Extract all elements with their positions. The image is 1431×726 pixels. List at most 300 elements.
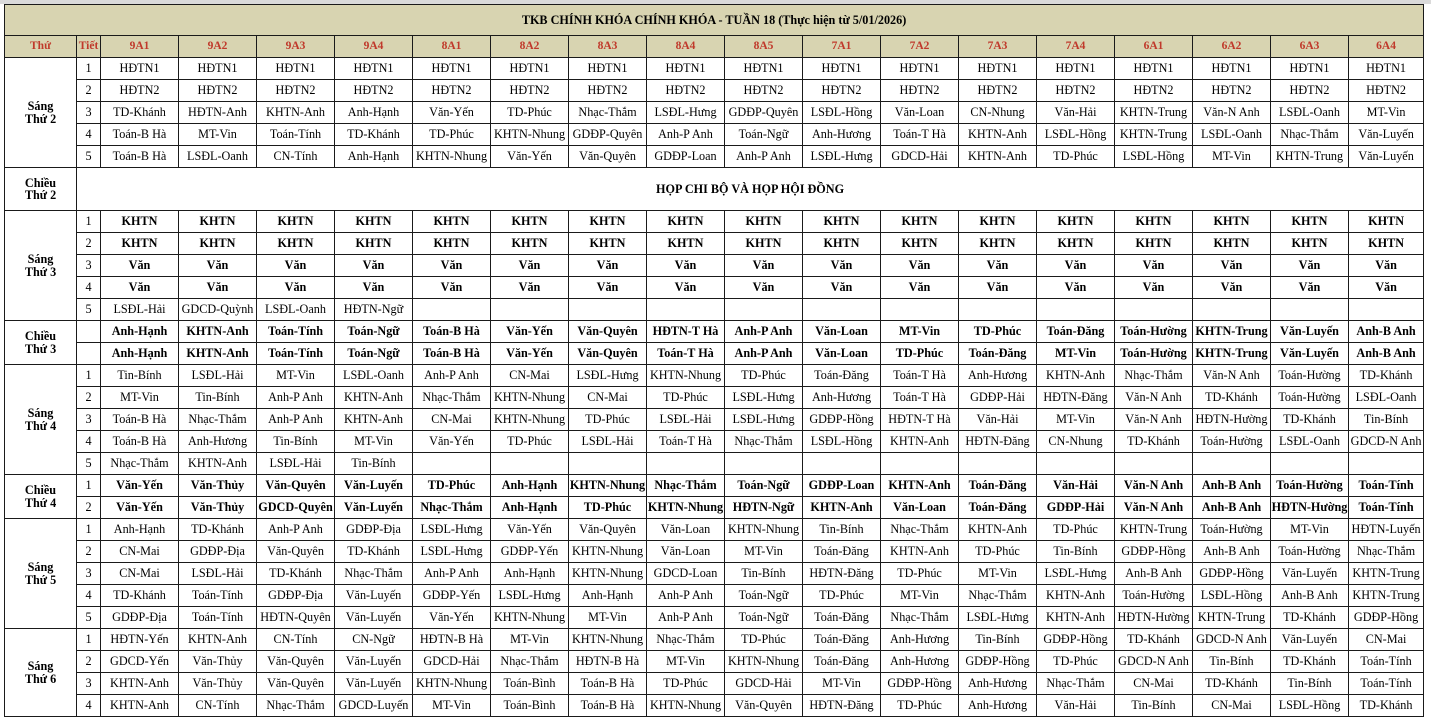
lesson-cell: Nhạc-Thắm — [881, 607, 959, 629]
lesson-cell: KHTN-Trung — [1193, 321, 1271, 343]
lesson-cell: Văn — [257, 255, 335, 277]
lesson-cell: Văn-Thủy — [179, 475, 257, 497]
lesson-cell: Toán-Hường — [1193, 431, 1271, 453]
lesson-cell: HĐTN-Hường — [1193, 409, 1271, 431]
lesson-cell: MT-Vin — [257, 365, 335, 387]
period-number: 4 — [77, 585, 101, 607]
lesson-cell: Nhạc-Thắm — [179, 409, 257, 431]
lesson-cell — [491, 299, 569, 321]
timetable-row — [5, 387, 1424, 409]
lesson-cell: TD-Phúc — [881, 563, 959, 585]
lesson-cell: HĐTN1 — [1349, 58, 1424, 80]
lesson-cell: Văn — [491, 277, 569, 299]
lesson-cell: HĐTN1 — [647, 58, 725, 80]
lesson-cell: Văn — [647, 277, 725, 299]
lesson-cell: TD-Phúc — [959, 541, 1037, 563]
lesson-cell: Văn — [803, 277, 881, 299]
lesson-cell: Văn-Luyến — [1349, 146, 1424, 168]
lesson-cell: KHTN — [569, 211, 647, 233]
meeting-note: HỌP CHI BỘ VÀ HỌP HỘI ĐỒNG — [77, 168, 1424, 211]
lesson-cell: KHTN-Nhung — [491, 607, 569, 629]
lesson-cell: KHTN — [881, 233, 959, 255]
lesson-cell: Anh-P Anh — [725, 321, 803, 343]
timetable-row — [5, 475, 1424, 497]
lesson-cell: Anh-B Anh — [1349, 321, 1424, 343]
lesson-cell: MT-Vin — [491, 629, 569, 651]
lesson-cell — [569, 453, 647, 475]
header-class-8a1: 8A1 — [413, 36, 491, 58]
lesson-cell: Văn-Quyên — [257, 541, 335, 563]
lesson-cell: GDCD-Quyên — [257, 497, 335, 519]
period-number: 3 — [77, 673, 101, 695]
lesson-cell: GDĐP-Hồng — [803, 409, 881, 431]
lesson-cell: Toán-T Hà — [881, 124, 959, 146]
lesson-cell: Toán-T Hà — [881, 365, 959, 387]
lesson-cell: TD-Khánh — [1115, 629, 1193, 651]
lesson-cell: Anh-Hạnh — [491, 563, 569, 585]
lesson-cell: KHTN — [257, 233, 335, 255]
lesson-cell: KHTN-Nhung — [569, 541, 647, 563]
lesson-cell: Văn — [1349, 277, 1424, 299]
lesson-cell: TD-Khánh — [1271, 651, 1349, 673]
period-number: 4 — [77, 124, 101, 146]
lesson-cell: Văn-Quyên — [569, 519, 647, 541]
timetable-row — [5, 497, 1424, 519]
lesson-cell: GDĐP-Quyên — [725, 102, 803, 124]
lesson-cell: LSĐL-Oanh — [1271, 431, 1349, 453]
lesson-cell: CN-Tính — [257, 146, 335, 168]
lesson-cell: GDĐP-Hồng — [1349, 607, 1424, 629]
lesson-cell: KHTN-Anh — [881, 431, 959, 453]
lesson-cell: Toán-Tính — [257, 321, 335, 343]
lesson-cell: KHTN-Nhung — [647, 497, 725, 519]
lesson-cell: Văn-Loan — [803, 343, 881, 365]
lesson-cell: TD-Khánh — [335, 124, 413, 146]
lesson-cell: Toán-B Hà — [569, 673, 647, 695]
lesson-cell: GDCD-N Anh — [1349, 431, 1424, 453]
period-number: 5 — [77, 453, 101, 475]
lesson-cell: HĐTN2 — [101, 80, 179, 102]
lesson-cell: HĐTN-Đăng — [803, 563, 881, 585]
lesson-cell: Văn — [959, 277, 1037, 299]
lesson-cell: TD-Khánh — [257, 563, 335, 585]
lesson-cell: Toán-Đăng — [803, 541, 881, 563]
lesson-cell: KHTN — [1271, 233, 1349, 255]
period-number: 5 — [77, 607, 101, 629]
lesson-cell: Văn-Luyến — [335, 585, 413, 607]
lesson-cell: TD-Khánh — [1271, 409, 1349, 431]
lesson-cell: Văn-N Anh — [1115, 475, 1193, 497]
lesson-cell — [959, 453, 1037, 475]
lesson-cell: Văn-N Anh — [1115, 409, 1193, 431]
lesson-cell: Toán-Tính — [1349, 497, 1424, 519]
lesson-cell: Toán-Bình — [491, 673, 569, 695]
lesson-cell: Toán-Đăng — [959, 497, 1037, 519]
lesson-cell: Nhạc-Thắm — [1349, 541, 1424, 563]
header-class-9a4: 9A4 — [335, 36, 413, 58]
lesson-cell: TD-Phúc — [413, 124, 491, 146]
lesson-cell: Toán-Tính — [1349, 651, 1424, 673]
lesson-cell: HĐTN-Quyên — [257, 607, 335, 629]
lesson-cell: HĐTN2 — [335, 80, 413, 102]
lesson-cell: GDĐP-Loan — [647, 146, 725, 168]
lesson-cell: TD-Phúc — [725, 365, 803, 387]
lesson-cell: CN-Mai — [1115, 673, 1193, 695]
lesson-cell: KHTN — [491, 233, 569, 255]
day-label — [5, 519, 77, 629]
timetable-row — [5, 651, 1424, 673]
lesson-cell: MT-Vin — [647, 651, 725, 673]
lesson-cell: Văn — [1115, 277, 1193, 299]
day-label-line: Sáng — [27, 99, 54, 114]
lesson-cell: Tin-Bính — [101, 365, 179, 387]
lesson-cell: HĐTN2 — [881, 80, 959, 102]
lesson-cell — [803, 299, 881, 321]
lesson-cell: HĐTN1 — [1271, 58, 1349, 80]
lesson-cell — [569, 299, 647, 321]
lesson-cell: Văn-Quyên — [257, 475, 335, 497]
lesson-cell: Văn — [491, 255, 569, 277]
lesson-cell: GDĐP-Yến — [413, 585, 491, 607]
lesson-cell: HĐTN1 — [803, 58, 881, 80]
timetable-row — [5, 58, 1424, 80]
lesson-cell: Toán-Tính — [1349, 475, 1424, 497]
lesson-cell: LSĐL-Oanh — [335, 365, 413, 387]
lesson-cell: MT-Vin — [1271, 519, 1349, 541]
lesson-cell: Văn — [1271, 277, 1349, 299]
lesson-cell: LSĐL-Hưng — [647, 102, 725, 124]
lesson-cell: Văn-Quyên — [569, 321, 647, 343]
lesson-cell: Toán-Hường — [1115, 343, 1193, 365]
period-number: 2 — [77, 233, 101, 255]
lesson-cell: KHTN-Anh — [179, 321, 257, 343]
lesson-cell: KHTN — [1193, 233, 1271, 255]
lesson-cell: LSĐL-Hải — [569, 431, 647, 453]
lesson-cell — [725, 299, 803, 321]
lesson-cell: Nhạc-Thắm — [647, 629, 725, 651]
lesson-cell: Toán-Bình — [491, 695, 569, 717]
lesson-cell: Văn-Thủy — [179, 497, 257, 519]
lesson-cell: GDCD-Quỳnh — [179, 299, 257, 321]
lesson-cell — [803, 453, 881, 475]
timetable-row — [5, 673, 1424, 695]
lesson-cell: Văn — [1115, 255, 1193, 277]
header-class-9a1: 9A1 — [101, 36, 179, 58]
header-day: Thứ — [5, 36, 77, 58]
sheet-title: TKB CHÍNH KHÓA CHÍNH KHÓA - TUẦN 18 (Thực hiện từ 5/01/2026) — [5, 5, 1424, 36]
timetable-row — [5, 277, 1424, 299]
timetable-row — [5, 299, 1424, 321]
header-class-8a3: 8A3 — [569, 36, 647, 58]
lesson-cell: Anh-Hạnh — [491, 497, 569, 519]
lesson-cell: TD-Phúc — [725, 629, 803, 651]
lesson-cell: KHTN — [647, 233, 725, 255]
timetable-row — [5, 102, 1424, 124]
lesson-cell: Toán-Ngữ — [335, 343, 413, 365]
lesson-cell: Toán-Đăng — [959, 343, 1037, 365]
period-number: 1 — [77, 475, 101, 497]
lesson-cell: HĐTN1 — [179, 58, 257, 80]
timetable-row — [5, 453, 1424, 475]
lesson-cell: Văn — [569, 277, 647, 299]
day-label-line: Thứ 6 — [24, 671, 57, 686]
lesson-cell: Văn-Hải — [1037, 695, 1115, 717]
lesson-cell: TD-Phúc — [881, 343, 959, 365]
lesson-cell: KHTN-Trung — [1349, 563, 1424, 585]
lesson-cell: HĐTN2 — [1037, 80, 1115, 102]
lesson-cell: MT-Vin — [725, 541, 803, 563]
lesson-cell: Văn — [413, 255, 491, 277]
lesson-cell: MT-Vin — [1037, 409, 1115, 431]
header-class-8a2: 8A2 — [491, 36, 569, 58]
lesson-cell: CN-Mai — [101, 563, 179, 585]
lesson-cell: GDĐP-Yến — [491, 541, 569, 563]
timetable-row — [5, 629, 1424, 651]
lesson-cell: GDCD-Hải — [725, 673, 803, 695]
lesson-cell: Anh-Hương — [179, 431, 257, 453]
lesson-cell: KHTN — [881, 211, 959, 233]
lesson-cell: LSĐL-Hưng — [491, 585, 569, 607]
timetable-row — [5, 168, 1424, 211]
lesson-cell: Toán-T Hà — [647, 343, 725, 365]
lesson-cell: HĐTN2 — [491, 80, 569, 102]
timetable — [4, 4, 1424, 717]
lesson-cell — [647, 453, 725, 475]
lesson-cell: HĐTN2 — [725, 80, 803, 102]
lesson-cell: Nhạc-Thắm — [335, 563, 413, 585]
lesson-cell: Tin-Bính — [959, 629, 1037, 651]
lesson-cell: TD-Phúc — [803, 585, 881, 607]
lesson-cell: HĐTN-T Hà — [647, 321, 725, 343]
lesson-cell: TD-Khánh — [101, 102, 179, 124]
lesson-cell: Văn-Yến — [101, 497, 179, 519]
timetable-row — [5, 233, 1424, 255]
lesson-cell: HĐTN-Đăng — [959, 431, 1037, 453]
lesson-cell: Anh-Hương — [959, 365, 1037, 387]
period-number: 2 — [77, 387, 101, 409]
lesson-cell: Anh-Hương — [881, 629, 959, 651]
lesson-cell: KHTN-Trung — [1115, 124, 1193, 146]
lesson-cell: GDĐP-Quyên — [569, 124, 647, 146]
timetable-row — [5, 519, 1424, 541]
lesson-cell: KHTN-Nhung — [647, 695, 725, 717]
lesson-cell: MT-Vin — [881, 585, 959, 607]
lesson-cell: Toán-Hường — [1115, 585, 1193, 607]
day-label-line: Sáng — [27, 659, 54, 674]
lesson-cell: TD-Khánh — [335, 541, 413, 563]
period-number: 3 — [77, 255, 101, 277]
lesson-cell: KHTN-Trung — [1193, 343, 1271, 365]
lesson-cell: KHTN — [1115, 211, 1193, 233]
header-class-7a1: 7A1 — [803, 36, 881, 58]
day-label — [5, 365, 77, 475]
lesson-cell: Văn — [1349, 255, 1424, 277]
lesson-cell: Tin-Bính — [1193, 651, 1271, 673]
day-label — [5, 475, 77, 519]
lesson-cell: Toán-T Hà — [881, 387, 959, 409]
lesson-cell: TD-Phúc — [647, 673, 725, 695]
lesson-cell: LSĐL-Hưng — [959, 607, 1037, 629]
period-number: 2 — [77, 541, 101, 563]
lesson-cell: Nhạc-Thắm — [725, 431, 803, 453]
lesson-cell: MT-Vin — [1037, 343, 1115, 365]
lesson-cell: KHTN — [803, 211, 881, 233]
timetable-row — [5, 343, 1424, 365]
lesson-cell: Tin-Bính — [1271, 673, 1349, 695]
lesson-cell: Toán-Ngữ — [725, 475, 803, 497]
lesson-cell: MT-Vin — [101, 387, 179, 409]
lesson-cell: KHTN-Nhung — [413, 673, 491, 695]
lesson-cell: Nhạc-Thắm — [881, 519, 959, 541]
lesson-cell: Văn-Loan — [647, 541, 725, 563]
period-number: 5 — [77, 299, 101, 321]
lesson-cell: KHTN — [959, 211, 1037, 233]
lesson-cell: CN-Tính — [257, 629, 335, 651]
lesson-cell: Tin-Bính — [335, 453, 413, 475]
lesson-cell: HĐTN1 — [335, 58, 413, 80]
lesson-cell — [413, 453, 491, 475]
lesson-cell: TD-Phúc — [569, 497, 647, 519]
lesson-cell: Văn-Luyến — [335, 497, 413, 519]
lesson-cell: CN-Nhung — [959, 102, 1037, 124]
lesson-cell: MT-Vin — [179, 124, 257, 146]
lesson-cell: TD-Phúc — [1037, 651, 1115, 673]
lesson-cell: Văn — [101, 255, 179, 277]
lesson-cell — [1349, 453, 1424, 475]
lesson-cell: HĐTN2 — [569, 80, 647, 102]
lesson-cell: Anh-Hạnh — [101, 321, 179, 343]
lesson-cell: Anh-B Anh — [1271, 585, 1349, 607]
lesson-cell: Toán-Đăng — [803, 607, 881, 629]
lesson-cell: HĐTN-Luyến — [1349, 519, 1424, 541]
lesson-cell: Văn-Yến — [413, 102, 491, 124]
lesson-cell: KHTN-Anh — [179, 453, 257, 475]
lesson-cell: Anh-Hạnh — [335, 102, 413, 124]
lesson-cell: Văn-Luyến — [335, 673, 413, 695]
lesson-cell: Văn-Yến — [491, 343, 569, 365]
lesson-cell: CN-Mai — [1193, 695, 1271, 717]
lesson-cell: KHTN-Anh — [101, 673, 179, 695]
lesson-cell: Tin-Bính — [1037, 541, 1115, 563]
lesson-cell: Văn-Luyến — [335, 651, 413, 673]
lesson-cell: TD-Phúc — [569, 409, 647, 431]
lesson-cell: TD-Phúc — [1037, 519, 1115, 541]
lesson-cell: HĐTN2 — [1271, 80, 1349, 102]
lesson-cell: LSĐL-Hưng — [725, 387, 803, 409]
lesson-cell: KHTN — [257, 211, 335, 233]
lesson-cell: KHTN — [101, 233, 179, 255]
lesson-cell: Toán-Đăng — [1037, 321, 1115, 343]
lesson-cell: KHTN-Anh — [1037, 607, 1115, 629]
lesson-cell: Văn-Luyến — [1349, 124, 1424, 146]
lesson-cell: HĐTN-Đăng — [1037, 387, 1115, 409]
lesson-cell: KHTN — [647, 211, 725, 233]
lesson-cell — [1115, 453, 1193, 475]
timetable-row — [5, 80, 1424, 102]
lesson-cell: KHTN-Anh — [881, 475, 959, 497]
lesson-cell: HĐTN-T Hà — [881, 409, 959, 431]
lesson-cell: Anh-P Anh — [725, 343, 803, 365]
lesson-cell: Anh-Hương — [803, 124, 881, 146]
lesson-cell: MT-Vin — [803, 673, 881, 695]
lesson-cell — [1271, 453, 1349, 475]
lesson-cell: Anh-Hạnh — [101, 343, 179, 365]
lesson-cell: Văn — [725, 255, 803, 277]
lesson-cell: TD-Khánh — [1349, 695, 1424, 717]
lesson-cell: GDĐP-Địa — [257, 585, 335, 607]
lesson-cell: KHTN — [335, 233, 413, 255]
lesson-cell: Anh-Hương — [881, 651, 959, 673]
lesson-cell: Văn — [335, 277, 413, 299]
lesson-cell: Văn-Quyên — [569, 146, 647, 168]
lesson-cell: Văn — [725, 277, 803, 299]
lesson-cell: LSĐL-Hải — [179, 365, 257, 387]
timetable-row — [5, 211, 1424, 233]
lesson-cell: HĐTN2 — [1349, 80, 1424, 102]
lesson-cell: KHTN-Anh — [959, 519, 1037, 541]
lesson-cell: Văn — [257, 277, 335, 299]
day-label-line: Sáng — [27, 406, 54, 421]
lesson-cell: KHTN — [959, 233, 1037, 255]
lesson-cell: TD-Khánh — [179, 519, 257, 541]
lesson-cell: KHTN — [1349, 233, 1424, 255]
lesson-cell: HĐTN2 — [1193, 80, 1271, 102]
lesson-cell: GDĐP-Hồng — [1037, 629, 1115, 651]
lesson-cell: GDĐP-Hồng — [881, 673, 959, 695]
lesson-cell: HĐTN-B Hà — [413, 629, 491, 651]
day-label-line: Chiều — [24, 483, 57, 498]
period-number: 1 — [77, 629, 101, 651]
lesson-cell: GDCD-N Anh — [1115, 651, 1193, 673]
lesson-cell: LSĐL-Hồng — [1115, 146, 1193, 168]
lesson-cell: Văn — [1193, 255, 1271, 277]
lesson-cell: HĐTN1 — [257, 58, 335, 80]
lesson-cell: HĐTN1 — [569, 58, 647, 80]
period-number — [77, 343, 101, 365]
lesson-cell: TD-Khánh — [1193, 387, 1271, 409]
lesson-cell: KHTN — [179, 233, 257, 255]
lesson-cell: MT-Vin — [413, 695, 491, 717]
lesson-cell: Văn — [881, 277, 959, 299]
lesson-cell: Văn-Thủy — [179, 673, 257, 695]
lesson-cell: Văn — [1193, 277, 1271, 299]
timetable-row — [5, 409, 1424, 431]
lesson-cell: Toán-Hường — [1193, 519, 1271, 541]
lesson-cell: HĐTN1 — [725, 58, 803, 80]
period-number: 3 — [77, 409, 101, 431]
lesson-cell: GDCD-Loan — [647, 563, 725, 585]
lesson-cell: KHTN-Nhung — [491, 124, 569, 146]
lesson-cell: GDCD-Hải — [881, 146, 959, 168]
lesson-cell: Toán-Ngữ — [725, 607, 803, 629]
lesson-cell — [1193, 299, 1271, 321]
lesson-cell — [725, 453, 803, 475]
timetable-row — [5, 321, 1424, 343]
lesson-cell: Toán-Đăng — [803, 365, 881, 387]
lesson-cell: HĐTN-Anh — [179, 102, 257, 124]
lesson-cell: Anh-P Anh — [725, 146, 803, 168]
timetable-row — [5, 146, 1424, 168]
lesson-cell: LSĐL-Hồng — [803, 431, 881, 453]
lesson-cell: LSĐL-Hưng — [1037, 563, 1115, 585]
lesson-cell: LSĐL-Hưng — [569, 365, 647, 387]
lesson-cell: MT-Vin — [959, 563, 1037, 585]
lesson-cell: KHTN-Anh — [881, 541, 959, 563]
lesson-cell — [1271, 299, 1349, 321]
lesson-cell: Toán-Tính — [179, 607, 257, 629]
lesson-cell: Tin-Bính — [1115, 695, 1193, 717]
lesson-cell: Anh-P Anh — [647, 607, 725, 629]
